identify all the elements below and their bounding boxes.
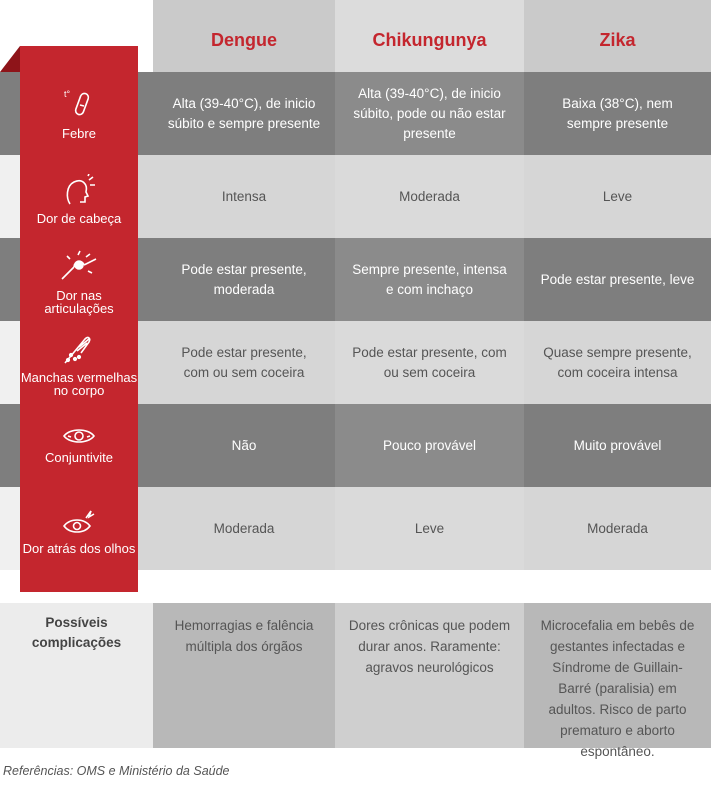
cell-febre-dengue: Alta (39-40°C), de inicio súbito e sempre presente (167, 95, 321, 131)
head-pain-icon (62, 174, 96, 206)
complications-chikungunya: Dores crônicas que podem durar anos. Raramente: agravos neurológicos (335, 603, 524, 748)
symptom-articulacoes (20, 243, 138, 321)
symptom-label: Dor nas articulações (44, 288, 114, 316)
symptom-label: Dor de cabeça (36, 210, 122, 226)
cell-cabeca-chikungunya: Moderada (399, 188, 460, 204)
thermometer-icon (64, 87, 94, 121)
eye-icon (62, 427, 96, 445)
cell-conjuntivite-chikungunya: Pouco provável (382, 437, 477, 453)
cell-articulacoes-dengue: Pode estar presente, moderada (181, 261, 307, 297)
cell-olhos-chikungunya: Leve (414, 520, 445, 536)
svg-text:t°: t° (64, 89, 71, 99)
symptom-dor-olhos (20, 492, 138, 570)
header-chikungunya: Chikungunya (372, 29, 487, 50)
ribbon-fold (0, 46, 20, 72)
complications-zika: Microcefalia em bebês de gestantes infectadas e Síndrome de Guillain-Barré (paralisia) em adultos. Risco de parto prematuro e aborto espontâneo. (524, 603, 711, 748)
header-dengue: Dengue (210, 29, 277, 50)
cell-articulacoes-zika: Pode estar presente, leve (540, 271, 695, 287)
left-strip (0, 487, 20, 570)
symptom-conjuntivite (20, 404, 138, 487)
symptom-dor-de-cabeca (20, 160, 138, 238)
skin-spots-icon (61, 333, 97, 365)
symptom-febre (20, 72, 138, 155)
left-strip (0, 321, 20, 404)
symptom-label: Febre (62, 126, 96, 141)
cell-cabeca-dengue: Intensa (221, 188, 267, 204)
cell-febre-zika: Baixa (38°C), nem sempre presente (562, 95, 673, 131)
cell-manchas-chikungunya: Pode estar presente, com ou sem coceira (352, 344, 507, 380)
header-zika: Zika (599, 29, 636, 50)
left-strip (0, 155, 20, 238)
symptom-manchas (20, 326, 138, 404)
cell-manchas-dengue: Pode estar presente, com ou sem coceira (181, 344, 307, 380)
cell-olhos-zika: Moderada (587, 520, 648, 536)
cell-conjuntivite-dengue: Não (231, 437, 257, 453)
cell-olhos-dengue: Moderada (213, 520, 275, 536)
cell-cabeca-zika: Leve (602, 188, 633, 204)
joint-pain-icon (60, 249, 98, 283)
symptom-label: Dor atrás dos olhos (22, 540, 136, 556)
cell-articulacoes-chikungunya: Sempre presente, intensa e com inchaço (352, 261, 507, 297)
eye-pain-icon (62, 508, 96, 536)
complications-label: Possíveis complicações (0, 603, 153, 748)
cell-manchas-zika: Quase sempre presente, com coceira intensa (543, 344, 692, 380)
symptom-label: Manchas vermelhas no corpo (20, 370, 138, 398)
complications-dengue: Hemorragias e falência múltipla dos órgãos (153, 603, 335, 748)
references-footer: Referências: OMS e Ministério da Saúde (3, 764, 230, 778)
symptom-label: Conjuntivite (45, 450, 113, 465)
cell-febre-chikungunya: Alta (39-40°C), de inicio súbito, pode ou não estar presente (353, 85, 506, 141)
cell-conjuntivite-zika: Muito provável (573, 437, 662, 453)
